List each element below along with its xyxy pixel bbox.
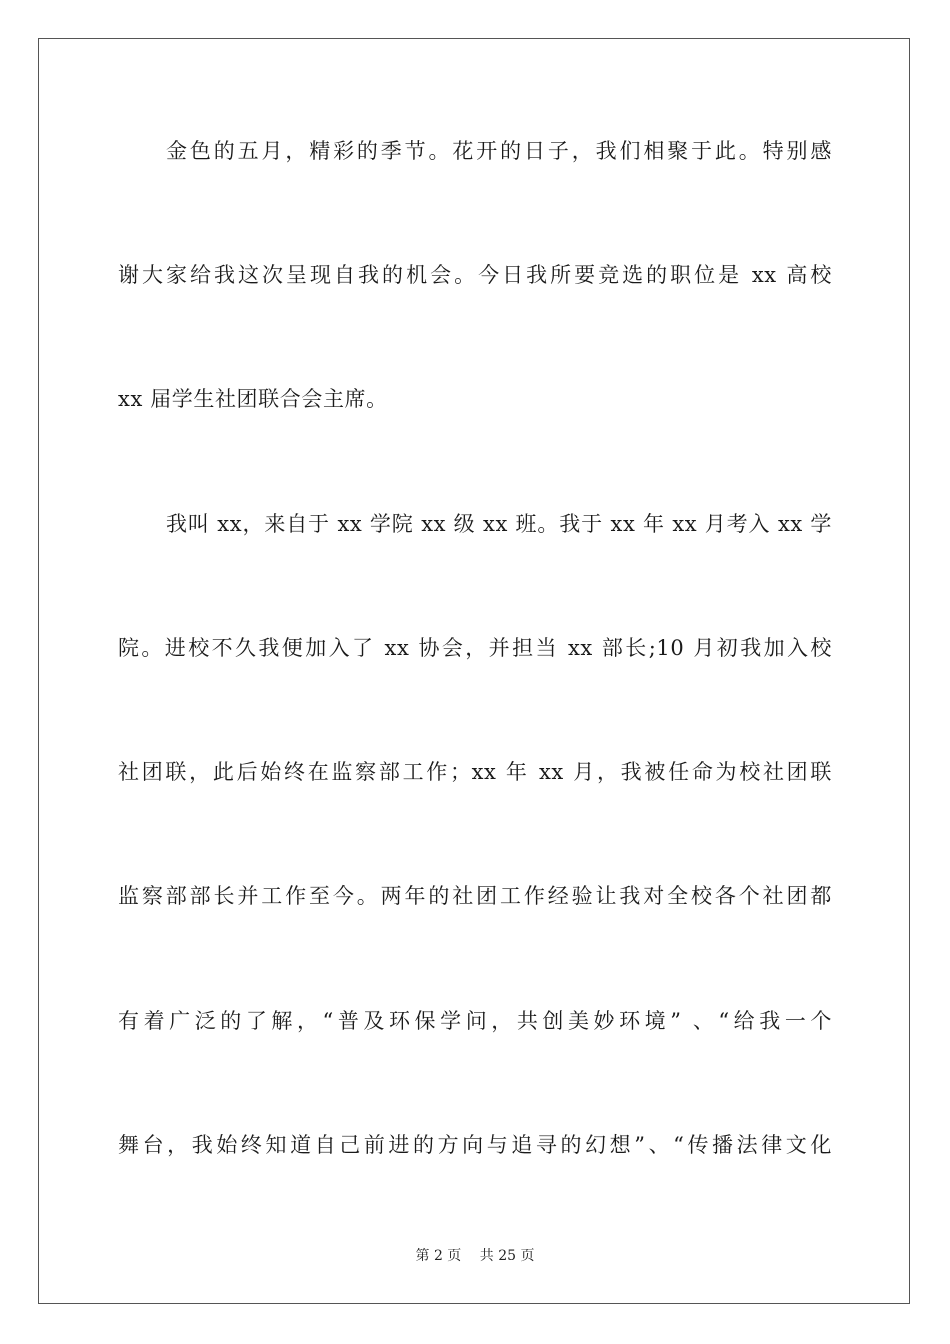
paragraph-2-line-3: 社团联，此后始终在监察部工作；xx 年 xx 月，我被任命为校社团联 bbox=[118, 760, 832, 784]
paragraph-2-line-6: 舞台，我始终知道自己前进的方向与追寻的幻想”、“传播法律文化 bbox=[118, 1133, 832, 1157]
paragraph-1-line-3: xx 届学生社团联合会主席。 bbox=[118, 387, 388, 411]
paragraph-2-line-4: 监察部部长并工作至今。两年的社团工作经验让我对全校各个社团都 bbox=[118, 884, 832, 908]
paragraph-1-line-2: 谢大家给我这次呈现自我的机会。今日我所要竞选的职位是 xx 高校 bbox=[118, 263, 832, 287]
paragraph-2-line-2: 院。进校不久我便加入了 xx 协会，并担当 xx 部长;10 月初我加入校 bbox=[118, 636, 832, 660]
paragraph-2-line-5: 有着广泛的了解，“普及环保学问，共创美妙环境” 、“给我一个 bbox=[118, 1009, 832, 1033]
paragraph-1-line-1: 金色的五月，精彩的季节。花开的日子，我们相聚于此。特别感 bbox=[166, 139, 832, 163]
page-footer bbox=[0, 1246, 950, 1266]
paragraph-2-line-1: 我叫 xx，来自于 xx 学院 xx 级 xx 班。我于 xx 年 xx 月考入 xx 学 bbox=[166, 512, 832, 536]
page-number-current: 第 2 页 bbox=[415, 1248, 462, 1264]
page-number-total: 共 25 页 bbox=[479, 1248, 535, 1264]
page-border bbox=[38, 38, 910, 1304]
